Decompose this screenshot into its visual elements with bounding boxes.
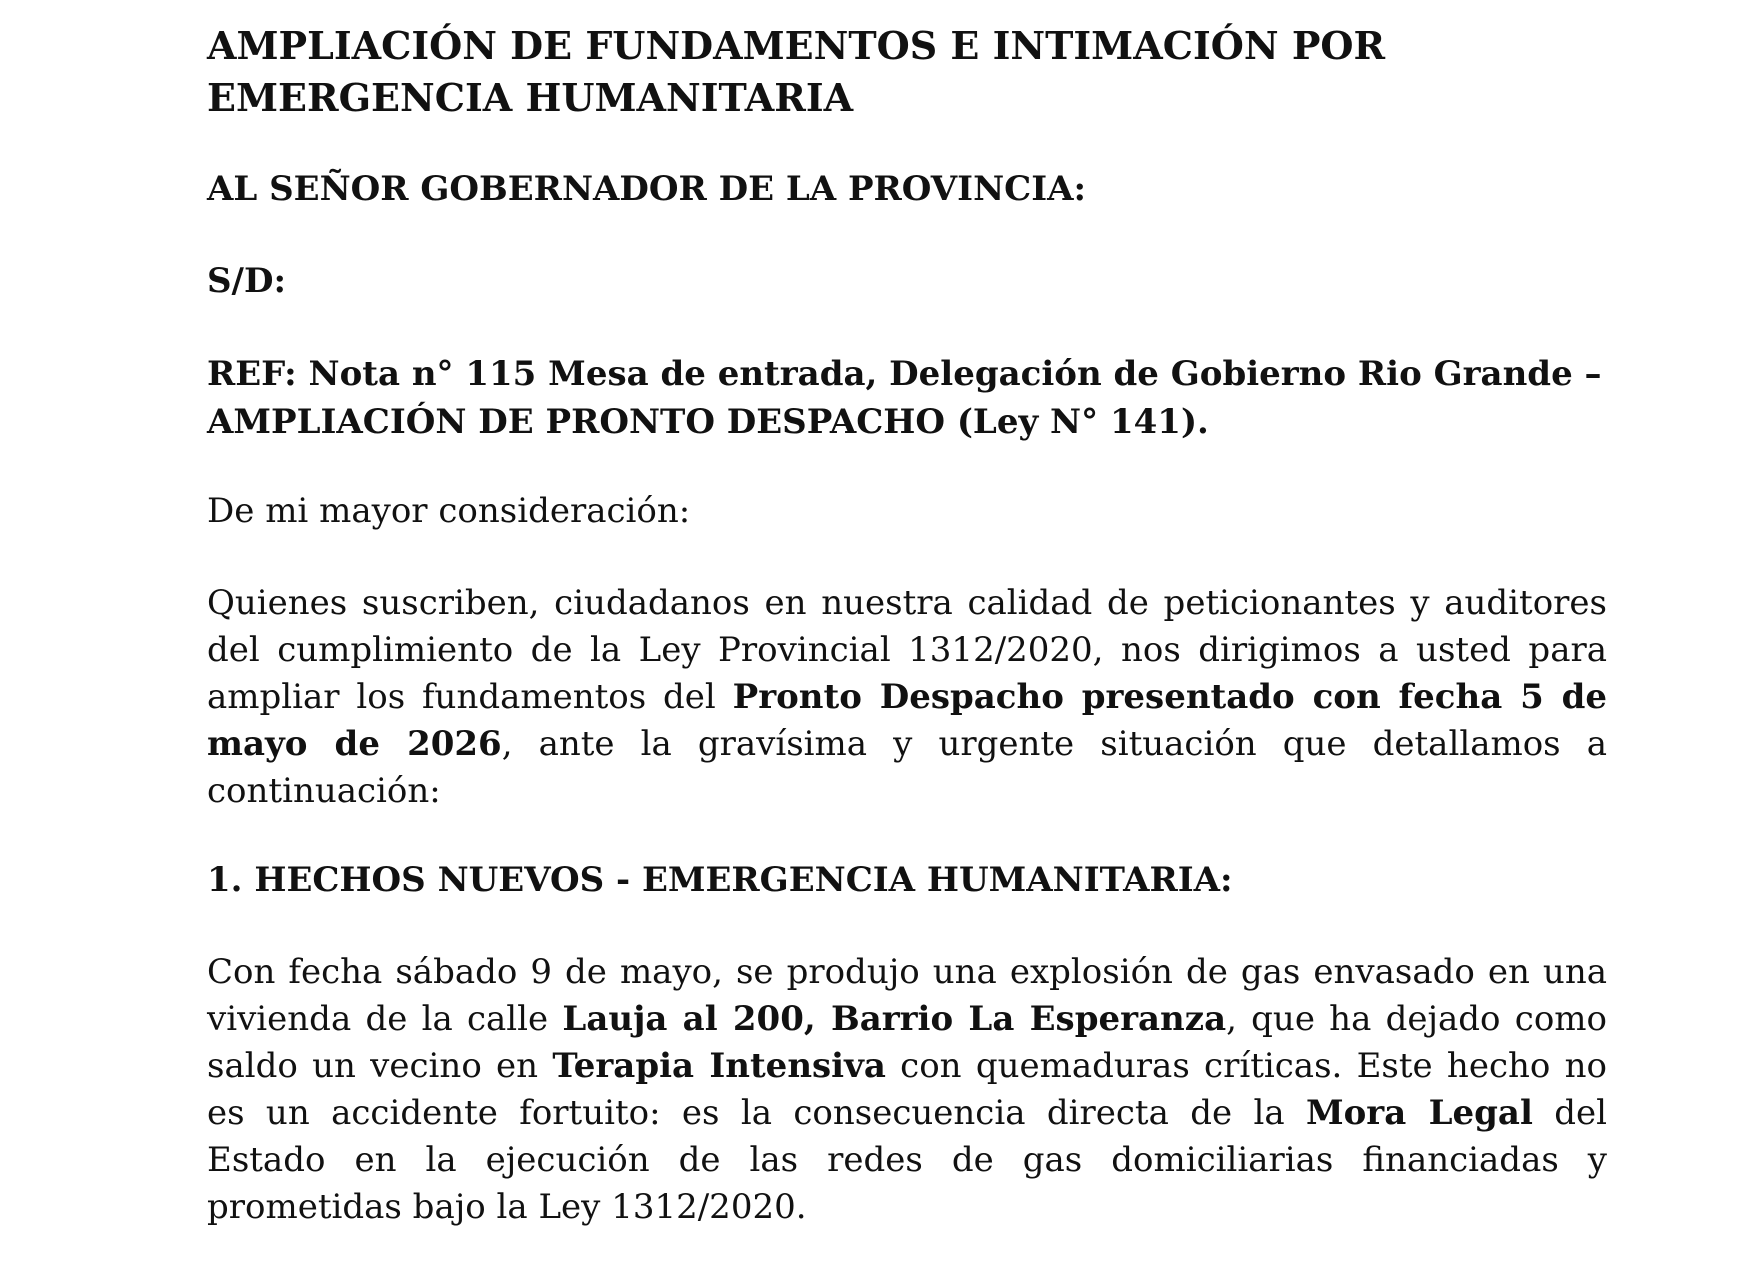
section-1-paragraph (207, 949, 1607, 1231)
section1-bold-1: Lauja al 200, Barrio La Esperanza (562, 999, 1227, 1039)
reference-line: REF: Nota n° 115 Mesa de entrada, Delegación de Gobierno Rio Grande – AMPLIACIÓN DE PRONTO DESPACHO (Ley N° 141). (207, 354, 1602, 442)
addressee: AL SEÑOR GOBERNADOR DE LA PROVINCIA: (207, 169, 1087, 209)
salutation: De mi mayor consideración: (207, 491, 691, 531)
section1-text-1: Con fecha sábado 9 de mayo, se produjo una explosión de gas envasado en una vivienda de la calle (207, 952, 1607, 1039)
intro-text-2: , ante la gravísima y urgente situación que detallamos a continuación: (207, 724, 1607, 811)
section1-text-2: , que ha dejado como saldo un vecino en (207, 999, 1607, 1086)
document-page (207, 20, 1607, 1273)
section1-text-4: del Estado en la ejecución de las redes de gas domiciliarias financiadas y prometidas bajo la Ley 1312/2020. (207, 1093, 1607, 1227)
sd-line: S/D: (207, 261, 287, 301)
section-1-heading: 1. HECHOS NUEVOS - EMERGENCIA HUMANITARIA: (207, 860, 1233, 900)
intro-paragraph (207, 580, 1607, 815)
section1-bold-2: Terapia Intensiva (552, 1046, 886, 1086)
section1-bold-3: Mora Legal (1305, 1093, 1533, 1133)
intro-text-1: Quienes suscriben, ciudadanos en nuestra calidad de peticionantes y auditores del cumplimiento de la Ley Provincial 1312/2020, nos dirigimos a usted para ampliar los fundamentos del (207, 583, 1607, 717)
intro-bold-1: Pronto Despacho presentado con fecha 5 de mayo de 2026 (207, 677, 1607, 764)
section1-text-3: con quemaduras críticas. Este hecho no es un accidente fortuito: es la consecuencia directa de la (207, 1046, 1607, 1133)
document-title: AMPLIACIÓN DE FUNDAMENTOS E INTIMACIÓN POR EMERGENCIA HUMANITARIA (207, 23, 1386, 120)
